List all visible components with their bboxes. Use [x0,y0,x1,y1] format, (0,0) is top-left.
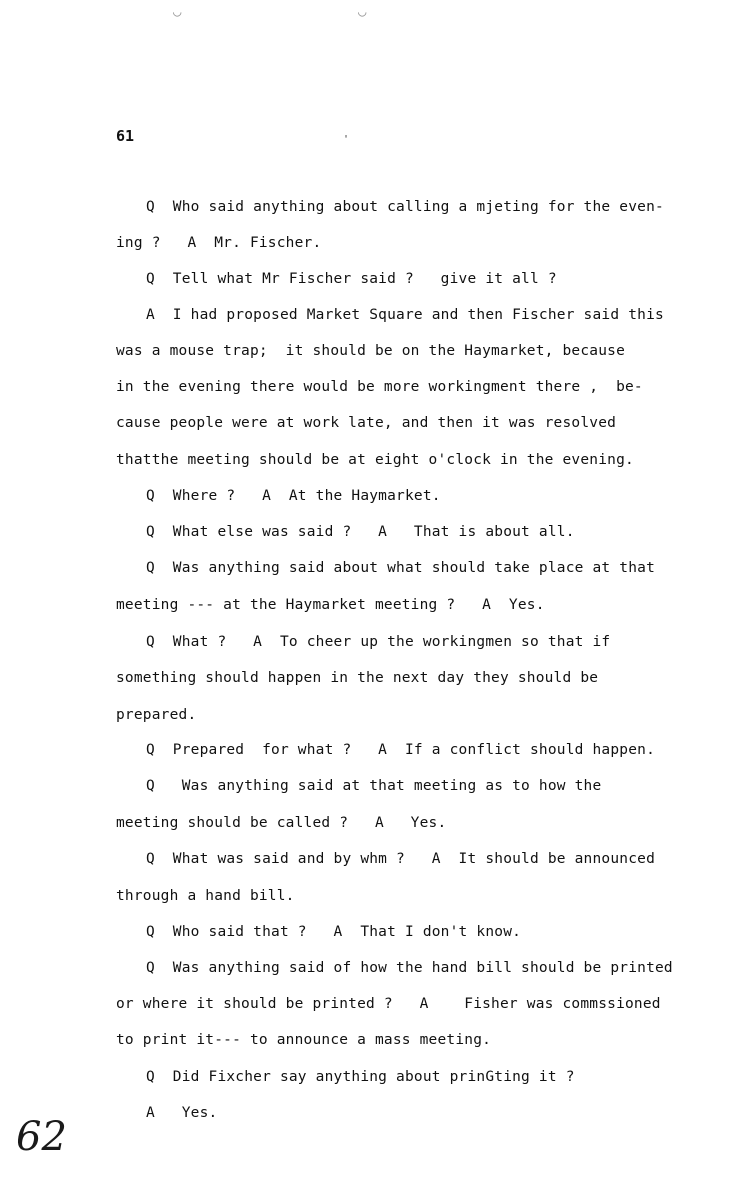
transcript-line: thatthe meeting should be at eight o'clock in the evening. [116,452,634,468]
scan-mark: ' [343,134,350,145]
transcript-line: through a hand bill. [116,888,295,904]
transcript-line: Q Did Fixcher say anything about prinGting it ? [146,1069,575,1085]
transcript-line: Q Was anything said about what should take place at that [146,560,655,576]
transcript-line: Q Was anything said of how the hand bill should be printed [146,960,673,976]
transcript-line: something should happen in the next day they should be [116,670,599,686]
transcript-line: Q Where ? A At the Haymarket. [146,488,441,504]
handwritten-page-number: 62 [16,1114,67,1160]
transcript-line: meeting should be called ? A Yes. [116,815,447,831]
transcript-line: Q Who said that ? A That I don't know. [146,924,522,940]
transcript-line: Q Who said anything about calling a mjeting for the even- [146,199,664,215]
transcript-line: Q Prepared for what ? A If a conflict should happen. [146,742,655,758]
transcript-line: Q What was said and by whm ? A It should be announced [146,851,655,867]
page-number: 61 [116,127,135,145]
transcript-line: ing ? A Mr. Fischer. [116,235,322,251]
transcript-line: Q Tell what Mr Fischer said ? give it all ? [146,271,557,287]
transcript-line: Q What ? A To cheer up the workingmen so that if [146,634,611,650]
transcript-line: meeting --- at the Haymarket meeting ? A Yes. [116,597,545,613]
transcript-line: Q What else was said ? A That is about all. [146,524,575,540]
transcript-line: was a mouse trap; it should be on the Haymarket, because [116,343,625,359]
transcript-line: or where it should be printed ? A Fisher was commssioned [116,996,661,1012]
transcript-line: Q Was anything said at that meeting as to how the [146,778,602,794]
transcript-line: cause people were at work late, and then it was resolved [116,415,617,431]
transcript-line: to print it--- to announce a mass meeting. [116,1032,492,1048]
scan-mark: ◡ [173,4,182,20]
transcript-line: A Yes. [146,1105,218,1121]
transcript-line: A I had proposed Market Square and then Fischer said this [146,307,664,323]
scan-mark: ◡ [358,4,367,20]
transcript-line: prepared. [116,707,197,723]
transcript-line: in the evening there would be more workingment there , be- [116,379,643,395]
